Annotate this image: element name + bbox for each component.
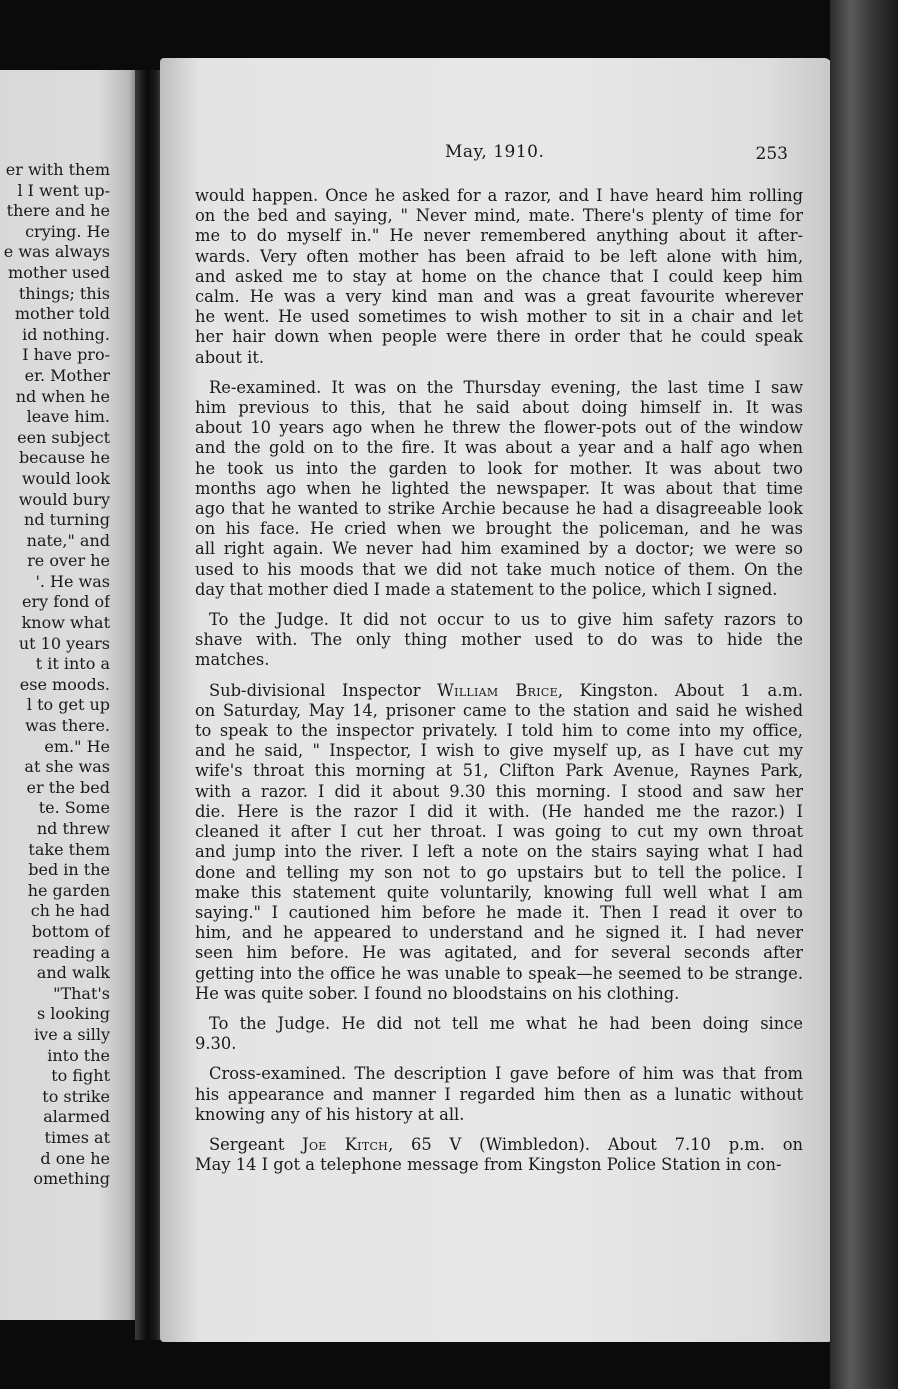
text-line: day that mother died I made a statement to the police, which I signed.: [195, 579, 778, 599]
left-page-line: to strike: [42, 1086, 110, 1106]
left-page-line: ch he had: [30, 901, 110, 921]
left-page-line: id nothing.: [22, 324, 110, 344]
text-line: 9.30.: [195, 1034, 237, 1054]
page-number: 253: [755, 144, 788, 164]
left-page-line: omething: [33, 1169, 110, 1189]
left-page-line: te. Some: [38, 798, 110, 818]
paragraph-continuation: [195, 186, 803, 368]
text-line: die. Here is the razor I did it with. (He handed me the razor.) I: [195, 801, 803, 821]
left-page-line: nd turning: [24, 510, 110, 530]
text-line: he took us into the garden to look for mother. It was about two: [195, 458, 803, 478]
text-line: saying." I cautioned him before he made it. Then I read it over to: [195, 902, 803, 922]
header-date: May, 1910.: [445, 142, 545, 162]
left-page-line: at she was: [24, 757, 110, 777]
text-line: used to his moods that we did not take much notice of them. On the: [195, 559, 803, 579]
left-page-line: er the bed: [26, 777, 110, 797]
text-line: on Saturday, May 14, prisoner came to the station and said he wished: [195, 700, 803, 720]
left-page-line: e was always: [3, 242, 110, 262]
text-line: Re-examined. It was on the Thursday evening, the last time I saw: [209, 377, 803, 397]
left-page-line: because he: [18, 448, 110, 468]
text-line: on his face. He cried when we brought the policeman, and he was: [195, 519, 803, 539]
left-page-line: d one he: [40, 1148, 110, 1168]
left-page-line: ut 10 years: [18, 633, 110, 653]
left-page-line: em." He: [44, 736, 110, 756]
text-line: and asked me to stay at home on the chance that I could keep him: [195, 266, 803, 286]
left-page-line: er. Mother: [24, 365, 110, 385]
text-line: all right again. We never had him examined by a doctor; we were so: [195, 539, 803, 559]
paragraph-cross-examined: [195, 1064, 803, 1125]
left-page-line: mother used: [8, 262, 110, 282]
text-line: his appearance and manner I regarded him then as a lunatic without: [195, 1084, 803, 1104]
left-page-line: nate," and: [26, 530, 110, 550]
left-page-line: mother told: [14, 304, 110, 324]
left-page-line: nd threw: [36, 819, 110, 838]
left-page-line: alarmed: [43, 1107, 110, 1127]
text-line: him, and he appeared to understand and he signed it. I had never: [195, 923, 803, 943]
text-line: her hair down when people were there in order that he could speak: [195, 327, 803, 347]
left-page-line: bottom of: [31, 921, 110, 941]
page-body: [195, 186, 803, 1175]
text-line: on the bed and saying, " Never mind, mate. There's plenty of time for: [195, 206, 803, 226]
text-line: Sergeant Joe Kitch, 65 V (Wimbledon). About 7.10 p.m. on: [209, 1134, 803, 1154]
left-page-line: there and he: [6, 201, 110, 221]
text-line: months ago when he lighted the newspaper. It was about that time: [195, 478, 803, 498]
left-page-line: re over he: [27, 551, 110, 571]
text-line: and jump into the river. I left a note on the stairs saying what I had: [195, 842, 803, 862]
left-page-line: things; this: [18, 283, 110, 303]
left-page-line: ery fond of: [22, 592, 110, 612]
text-line: He was quite sober. I found no bloodstains on his clothing.: [195, 983, 680, 1003]
left-page-line: nd when he: [15, 386, 110, 406]
text-line: wards. Very often mother has been afraid to be left alone with him,: [195, 246, 803, 266]
page-edge-shadow: [830, 0, 898, 1389]
paragraph-to-the-judge-2: [195, 1014, 803, 1054]
paragraph-inspector-brice: [195, 681, 803, 1004]
left-page-line: s looking: [36, 1004, 110, 1024]
left-page-line: was there.: [25, 716, 110, 736]
paragraph-re-examined: [195, 378, 803, 600]
text-line: May 14 I got a telephone message from Kingston Police Station in con-: [195, 1155, 782, 1175]
text-line: about it.: [195, 347, 265, 367]
text-line: getting into the office he was unable to speak—he seemed to be strange.: [195, 963, 803, 983]
left-page-line: to fight: [51, 1066, 110, 1086]
left-page-line: bed in the: [28, 860, 110, 880]
left-page-line: I have pro-: [22, 345, 110, 365]
left-page-line: t it into a: [35, 654, 110, 674]
left-page-line: een subject: [17, 427, 110, 447]
left-page-line: would look: [21, 468, 110, 488]
left-page-line: crying. He: [25, 221, 110, 241]
text-line: he went. He used sometimes to wish mother to sit in a chair and let: [195, 307, 803, 327]
left-page-line: l to get up: [26, 695, 110, 715]
text-line: shave with. The only thing mother used to do was to hide the: [195, 630, 803, 650]
text-line: about 10 years ago when he threw the flower-pots out of the window: [195, 418, 803, 438]
left-page-line: into the: [47, 1045, 110, 1065]
witness-name: William Brice: [437, 680, 558, 700]
text-line: To the Judge. He did not tell me what he had been doing since: [209, 1013, 803, 1033]
witness-name: Joe Kitch: [302, 1134, 389, 1154]
text-line: with a razor. I did it about 9.30 this morning. I stood and saw her: [195, 781, 803, 801]
left-page-line: take them: [28, 839, 110, 859]
text-line: and the gold on to the fire. It was about a year and a half ago when: [195, 438, 803, 458]
text-line: seen him before. He was agitated, and for several seconds after: [195, 943, 803, 963]
text-line: To the Judge. It did not occur to us to give him safety razors to: [209, 610, 803, 630]
left-page-text-fragments: [0, 160, 110, 1190]
left-page-line: "That's: [53, 983, 110, 1003]
text-line: done and telling my son not to go upstairs but to tell the police. I: [195, 862, 803, 882]
text-line: ago that he wanted to strike Archie because he had a disagreeable look: [195, 499, 803, 519]
text-line: me to do myself in." He never remembered anything about it after-: [195, 226, 803, 246]
running-header: [175, 142, 790, 168]
left-page-line: know what: [21, 613, 110, 633]
text-line: would happen. Once he asked for a razor, and I have heard him rolling: [195, 186, 803, 205]
left-page-line: reading a: [32, 942, 110, 962]
left-page-line: leave him.: [26, 407, 110, 427]
left-page-line: ive a silly: [34, 1024, 110, 1044]
left-page-line: and walk: [36, 963, 110, 983]
text-line: him previous to this, that he said about doing himself in. It was: [195, 398, 803, 418]
left-facing-page: [0, 70, 140, 1320]
left-page-line: l I went up-: [17, 180, 110, 200]
text-line: cleaned it after I cut her throat. I was going to cut my own throat: [195, 822, 803, 842]
text-line: to speak to the inspector privately. I told him to come into my office,: [195, 721, 803, 741]
left-page-line: would bury: [18, 489, 110, 509]
text-line: Sub-divisional Inspector William Brice, Kingston. About 1 a.m.: [209, 680, 803, 700]
text-line: wife's throat this morning at 51, Clifton Park Avenue, Raynes Park,: [195, 761, 803, 781]
paragraph-to-the-judge-1: [195, 610, 803, 671]
text-line: Cross-examined. The description I gave before of him was that from: [209, 1064, 803, 1084]
text-line: make this statement quite voluntarily, knowing full well what I am: [195, 882, 803, 902]
left-page-line: ese moods.: [19, 674, 110, 694]
paragraph-sergeant-kitch: [195, 1135, 803, 1175]
text-line: and he said, " Inspector, I wish to give myself up, as I have cut my: [195, 741, 803, 761]
left-page-line: times at: [44, 1127, 110, 1147]
left-page-line: er with them: [5, 160, 110, 179]
text-line: knowing any of his history at all.: [195, 1104, 465, 1124]
left-page-line: he garden: [27, 880, 110, 900]
left-page-line: '. He was: [35, 571, 110, 591]
text-line: calm. He was a very kind man and was a great favourite wherever: [195, 287, 803, 307]
text-line: matches.: [195, 650, 270, 670]
